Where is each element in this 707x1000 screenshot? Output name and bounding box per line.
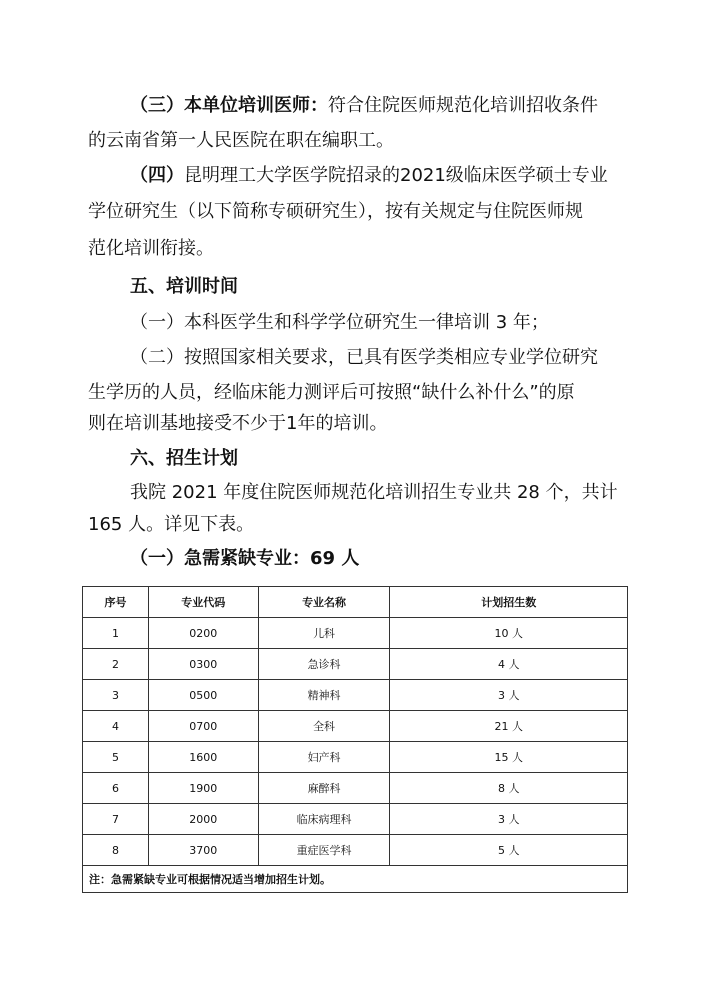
paragraph-p4 bbox=[130, 164, 608, 188]
p4-lead: （四） bbox=[130, 165, 184, 186]
cell-code: 1900 bbox=[148, 773, 258, 804]
cell-no: 7 bbox=[83, 804, 149, 835]
cell-planned: 15 人 bbox=[390, 742, 628, 773]
table-row bbox=[83, 773, 628, 804]
cell-code: 3700 bbox=[148, 835, 258, 866]
enrollment-table bbox=[82, 586, 628, 893]
cell-code: 0700 bbox=[148, 711, 258, 742]
cell-specialty: 重症医学科 bbox=[258, 835, 390, 866]
cell-planned: 4 人 bbox=[390, 649, 628, 680]
table-row bbox=[83, 742, 628, 773]
header-specialty: 专业名称 bbox=[258, 587, 390, 618]
cell-no: 1 bbox=[83, 618, 149, 649]
header-planned: 计划招生数 bbox=[390, 587, 628, 618]
table-note: 注：急需紧缺专业可根据情况适当增加招生计划。 bbox=[83, 866, 628, 893]
table-row bbox=[83, 835, 628, 866]
heading-section-6: 六、招生计划 bbox=[130, 448, 238, 469]
s5-item-2b: 生学历的人员，经临床能力测评后可按照“缺什么补什么”的原 bbox=[88, 382, 575, 403]
cell-code: 0200 bbox=[148, 618, 258, 649]
cell-specialty: 麻醉科 bbox=[258, 773, 390, 804]
table-row bbox=[83, 711, 628, 742]
p3-cont: 的云南省第一人民医院在职在编职工。 bbox=[88, 130, 394, 151]
s5-item-1: （一）本科医学生和科学学位研究生一律培训 3 年； bbox=[130, 312, 549, 333]
p4-rest: 昆明理工大学医学院招录的2021级临床医学硕士专业 bbox=[184, 165, 608, 186]
cell-no: 4 bbox=[83, 711, 149, 742]
cell-no: 3 bbox=[83, 680, 149, 711]
cell-no: 2 bbox=[83, 649, 149, 680]
heading-section-5: 五、培训时间 bbox=[130, 276, 238, 297]
cell-specialty: 儿科 bbox=[258, 618, 390, 649]
header-code: 专业代码 bbox=[148, 587, 258, 618]
p4-cont1: 学位研究生（以下简称专硕研究生），按有关规定与住院医师规 bbox=[88, 201, 583, 222]
table-header-row bbox=[83, 587, 628, 618]
s5-item-2a: （二）按照国家相关要求，已具有医学类相应专业学位研究 bbox=[130, 347, 598, 368]
cell-specialty: 临床病理科 bbox=[258, 804, 390, 835]
paragraph-p3 bbox=[130, 94, 598, 118]
table-note-row bbox=[83, 866, 628, 893]
cell-planned: 8 人 bbox=[390, 773, 628, 804]
s6-para-b: 165 人。详见下表。 bbox=[88, 514, 255, 535]
table-row bbox=[83, 804, 628, 835]
cell-planned: 3 人 bbox=[390, 680, 628, 711]
cell-no: 5 bbox=[83, 742, 149, 773]
s6-subheading: （一）急需紧缺专业：69 人 bbox=[130, 548, 360, 569]
cell-no: 6 bbox=[83, 773, 149, 804]
cell-specialty: 全科 bbox=[258, 711, 390, 742]
table-row bbox=[83, 649, 628, 680]
header-no: 序号 bbox=[83, 587, 149, 618]
cell-planned: 10 人 bbox=[390, 618, 628, 649]
cell-specialty: 急诊科 bbox=[258, 649, 390, 680]
cell-code: 2000 bbox=[148, 804, 258, 835]
cell-planned: 3 人 bbox=[390, 804, 628, 835]
table-row bbox=[83, 618, 628, 649]
table-row bbox=[83, 680, 628, 711]
cell-no: 8 bbox=[83, 835, 149, 866]
p3-lead: （三）本单位培训医师： bbox=[130, 95, 328, 116]
p3-rest: 符合住院医师规范化培训招收条件 bbox=[328, 95, 598, 116]
cell-planned: 5 人 bbox=[390, 835, 628, 866]
s6-para-a: 我院 2021 年度住院医师规范化培训招生专业共 28 个，共计 bbox=[130, 482, 618, 503]
cell-specialty: 妇产科 bbox=[258, 742, 390, 773]
cell-planned: 21 人 bbox=[390, 711, 628, 742]
cell-specialty: 精神科 bbox=[258, 680, 390, 711]
cell-code: 0500 bbox=[148, 680, 258, 711]
s5-item-2c: 则在培训基地接受不少于1年的培训。 bbox=[88, 413, 388, 434]
p4-cont2: 范化培训衔接。 bbox=[88, 238, 214, 259]
cell-code: 1600 bbox=[148, 742, 258, 773]
cell-code: 0300 bbox=[148, 649, 258, 680]
